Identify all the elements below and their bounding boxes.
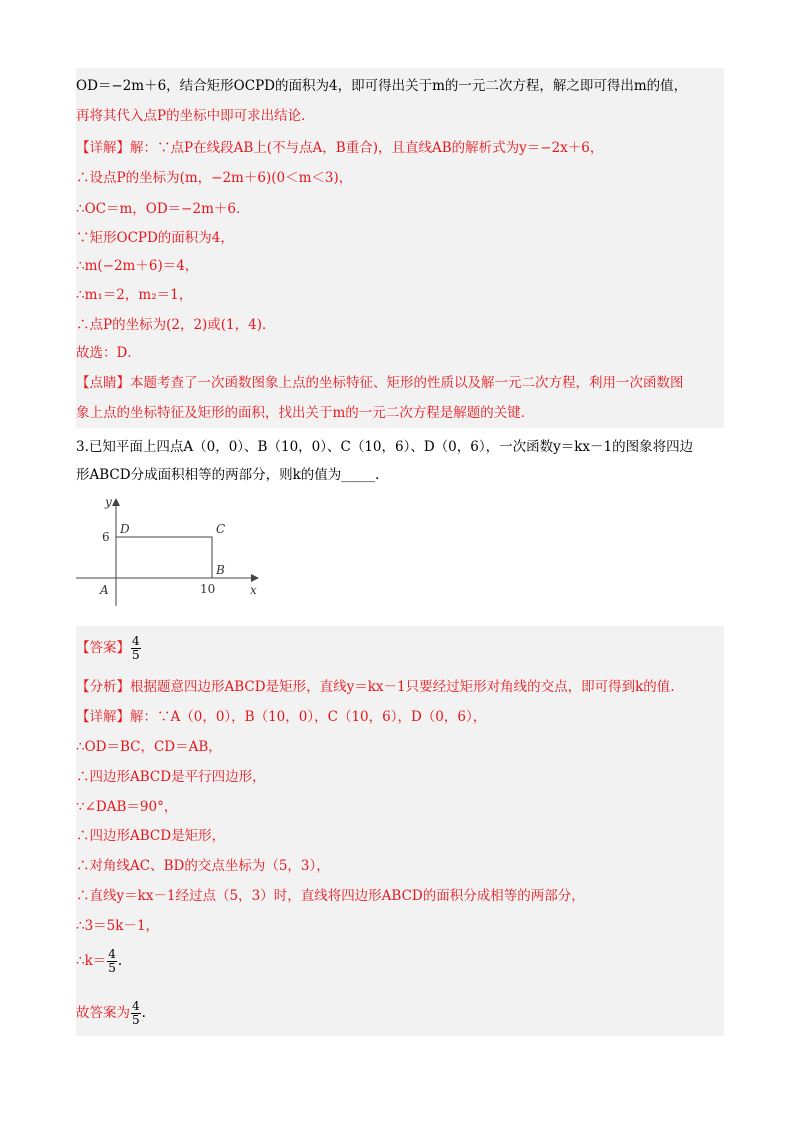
text-line: OD＝−2m＋6，结合矩形OCPD的面积为4，即可得出关于m的一元二次方程，解之即可得出m的值， [76,78,688,94]
answer-line [76,635,142,662]
comment-text: 本题考查了一次函数图象上点的坐标特征、矩形的性质以及解一元二次方程，利用一次函数图 [130,375,684,391]
x-axis-arrow-icon [251,574,259,582]
answer-fraction [131,635,141,662]
detail-line [76,138,603,158]
detail-tag: 【详解】 [76,709,130,725]
text-line: ∴直线y＝kx－1经过点（5，3）时，直线将四边形ABCD的面积分成相等的两部分， [76,888,585,904]
result-prefix: ∴k＝ [76,953,107,969]
analysis-tag: 【分析】 [76,679,130,695]
result-fraction [107,948,117,975]
point-d-label: D [120,522,130,536]
y-axis-arrow-icon [112,498,120,506]
comment-tag: 【点睛】 [76,375,130,391]
text-line: ∴四边形ABCD是平行四边形， [76,769,266,785]
detail-text: 解：∵A（0，0），B（10，0），C（10，6），D（0，6）， [130,709,487,725]
text-line: ∴3＝5k－1， [76,918,160,934]
comment-line [76,373,684,393]
y-axis-label: y [105,495,112,509]
analysis-text: 根据题意四边形ABCD是矩形，直线y＝kx－1只要经过矩形对角线的交点，即可得到k的值. [130,679,675,695]
text-line: 再将其代入点P的坐标中即可求出结论． [76,108,315,124]
point-c-label: C [216,522,226,536]
text-line: ∴OD＝BC，CD＝AB， [76,739,222,755]
text-line: ∵矩形OCPD的面积为4， [76,230,234,246]
text-line: ∴OC＝m，OD＝−2m＋6． [76,201,250,217]
analysis-line [76,677,675,697]
point-b-label: B [216,563,225,577]
x-axis-label: x [250,583,257,597]
detail-line [76,707,486,727]
fraction-numerator: 4 [108,947,116,961]
text-line: ∵∠DAB＝90°， [76,799,178,815]
text-line: ∴点P的坐标为(2，2)或(1，4)． [76,317,276,333]
fraction-numerator: 4 [132,634,140,648]
question-line: 3.已知平面上四点A（0，0）、B（10，0）、C（10，6）、D（0，6），一次函数y＝kx－1的图象将四边 [76,439,694,455]
tick-label-6: 6 [102,530,110,544]
fraction-denominator: 5 [108,961,116,975]
result-line [76,948,122,975]
point-a-label: A [100,583,109,597]
final-answer-fraction [131,1000,141,1027]
text-line: ∴m(−2m＋6)＝4， [76,258,199,274]
fraction-denominator: 5 [132,1013,140,1027]
question-line: 形ABCD分成面积相等的两部分，则k的值为_____. [76,467,380,483]
answer-tag: 【答案】 [76,640,130,656]
text-line: 象上点的坐标特征及矩形的面积，找出关于m的一元二次方程是解题的关键． [76,405,535,421]
text-line: 故选：D． [76,345,141,361]
detail-tag: 【详解】 [76,140,130,156]
final-answer-line [76,1000,146,1027]
fraction-denominator: 5 [132,648,140,662]
rectangle-figure [76,494,266,610]
final-answer-suffix: . [141,1005,146,1021]
tick-label-10: 10 [200,582,216,596]
final-answer-prefix: 故答案为 [76,1005,130,1021]
text-line: ∴四边形ABCD是矩形， [76,828,226,844]
detail-text: 解：∵点P在线段AB上(不与点A，B重合)，且直线AB的解析式为y＝−2x＋6， [130,140,604,156]
result-suffix: . [117,953,123,969]
text-line: ∴设点P的坐标为(m，−2m＋6)(0＜m＜3)， [76,170,353,186]
text-line: ∴m₁＝2，m₂＝1， [76,287,193,303]
text-line: ∴对角线AC、BD的交点坐标为（5，3）， [76,858,330,874]
fraction-numerator: 4 [132,999,140,1013]
rectangle-abcd [116,537,212,578]
